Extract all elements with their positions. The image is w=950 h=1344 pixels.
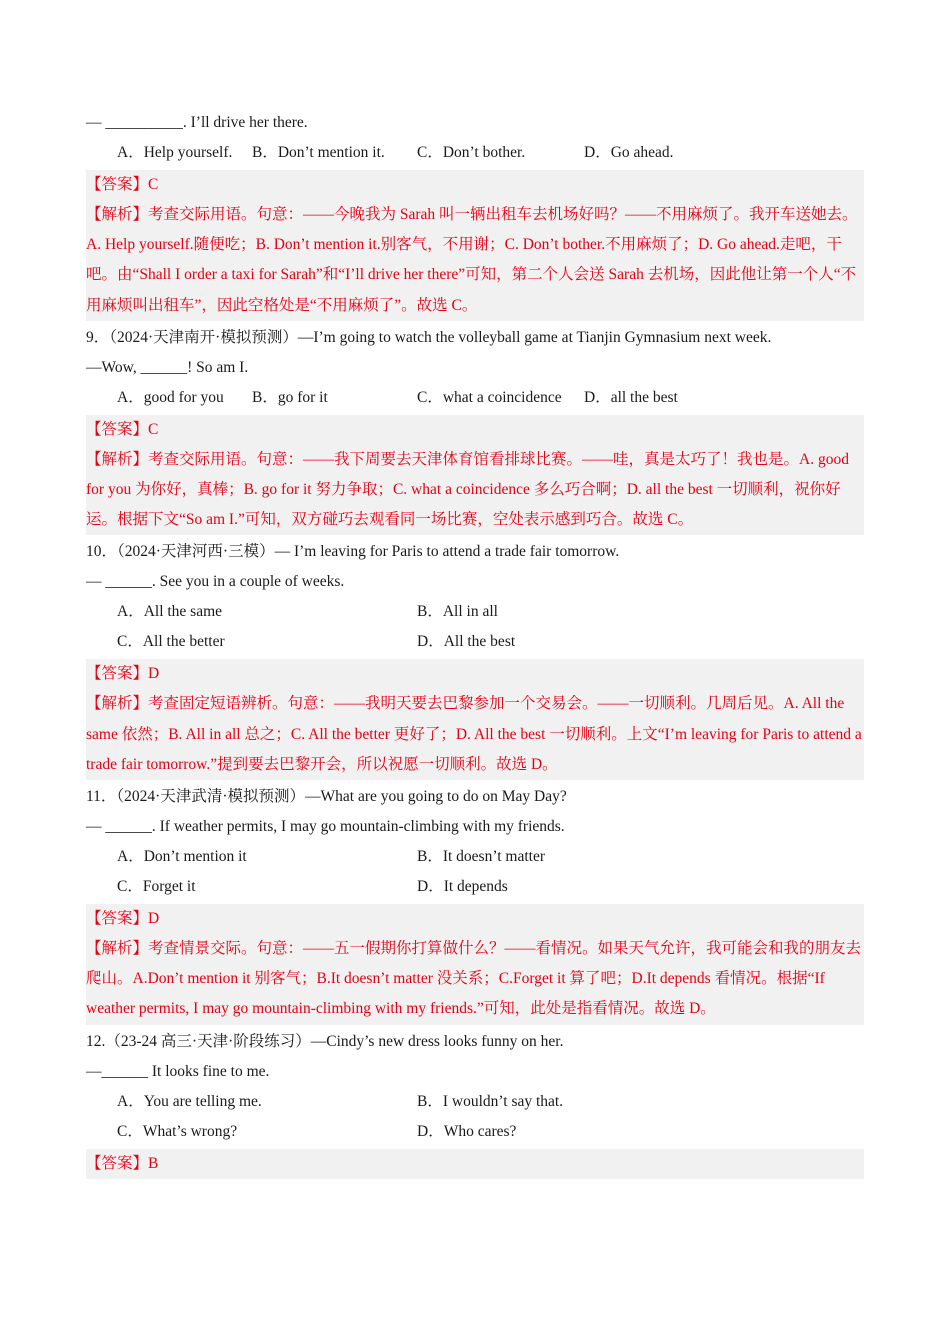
q9-answer-block [86,415,864,536]
q11-option-a: A．Don’t mention it [117,848,247,866]
q10-option-a: A．All the same [117,603,223,621]
q10-answer: 【答案】D [86,665,160,683]
q12-option-d: D．Who cares? [417,1122,517,1140]
q12-options-row1 [86,1087,864,1117]
q9-option-c: C．what a coincidence [417,388,562,406]
q11-stem: 11．（2024·天津武清·模拟预测）—What are you going to do on May Day? [86,788,567,806]
q8-answer-block [86,170,864,321]
q10-option-b: B．All in all [417,603,498,621]
document-page [86,108,864,1181]
q11-option-d: D．It depends [417,878,508,896]
q8-dialog-line: — __________. I’ll drive her there. [86,114,308,131]
q11-answer-block [86,904,864,1025]
q8-options [86,138,864,168]
q8-option-c: C．Don’t bother. [417,144,526,161]
q8-option-b: B．Don’t mention it. [252,144,385,161]
q9-answer: 【答案】C [86,420,159,438]
q12-answer: 【答案】B [86,1154,159,1172]
q12-option-a: A．You are telling me. [117,1092,262,1110]
q11-option-c: C．Forget it [117,878,196,896]
q8-analysis: 【解析】考查交际用语。句意：——今晚我为 Sarah 叫一辆出租车去机场好吗？——不用麻烦了。我开车送她去。A. Help yourself.随便吃；B. Don’t mention it.别客气，不用谢；C. Don’t bother.不用麻烦了；D. Go ahead.走吧，干吧。由“Shall I order a taxi for Sarah”和“I’ll drive her there”可知，第二个人会送 Sarah 去机场，因此他让第一个人“不用麻烦叫出租车”，因此空格处是“不用麻烦了”。故选 C。 [86,206,858,314]
q9-option-a: A．good for you [117,388,224,406]
q10-option-d: D．All the best [417,633,516,651]
q9-dialog-line: —Wow, ______! So am I. [86,358,249,376]
q8-answer: 【答案】C [86,176,159,193]
q9-analysis: 【解析】考查交际用语。句意：——我下周要去天津体育馆看排球比赛。——哇，真是太巧了！我也是。A. good for you 为你好，真棒；B. go for it 努力争取；C. what a coincidence 多么巧合啊；D. all the best 一切顺利，祝你好运。根据下文“So am I.”可知，双方碰巧去观看同一场比赛，空处表示感到巧合。故选 C。 [86,450,849,529]
q11-options-row2 [86,872,864,902]
q12-option-c: C．What’s wrong? [117,1122,238,1140]
q10-dialog-line: — ______. See you in a couple of weeks. [86,573,345,591]
q12-answer-block [86,1149,864,1179]
q10-analysis: 【解析】考查固定短语辨析。句意：——我明天要去巴黎参加一个交易会。——一切顺利。几周后见。A. All the same 依然；B. All in all 总之；C. All the better 更好了；D. All the best 一切顺利。上文“I’m leaving for Paris to attend a trade fair tomorrow.”提到要去巴黎开会，所以祝愿一切顺利。故选 D。 [86,695,862,773]
q11-answer: 【答案】D [86,910,160,928]
q9-stem: 9．（2024·天津南开·模拟预测）—I’m going to watch the volleyball game at Tianjin Gymnasium next week. [86,328,772,346]
q10-answer-block [86,659,864,780]
q8-option-d: D．Go ahead. [584,144,674,161]
q11-analysis: 【解析】考查情景交际。句意：——五一假期你打算做什么？——看情况。如果天气允许，我可能会和我的朋友去爬山。A.Don’t mention it 别客气；B.It doesn’t matter 没关系；C.Forget it 算了吧；D.It depends 看情况。根据“If weather permits, I may go mountain-climbing with my friends.”可知，此处是指看情况。故选 D。 [86,940,862,1018]
q10-stem: 10．（2024·天津河西·三模）— I’m leaving for Paris to attend a trade fair tomorrow. [86,543,620,561]
q12-options-row2 [86,1117,864,1147]
q11-dialog-line: — ______. If weather permits, I may go mountain-climbing with my friends. [86,818,565,836]
q9-option-d: D．all the best [584,388,678,406]
q12-option-b: B．I wouldn’t say that. [417,1092,564,1110]
q9-options [86,383,864,413]
q9-option-b: B．go for it [252,388,328,406]
q8-option-a: A．Help yourself. [117,144,233,161]
q10-options-row1 [86,597,864,627]
q10-options-row2 [86,627,864,657]
q11-option-b: B．It doesn’t matter [417,848,545,866]
q12-stem: 12.（23-24 高三·天津·阶段练习）—Cindy’s new dress looks funny on her. [86,1032,564,1050]
q12-dialog-line: —______ It looks fine to me. [86,1062,270,1080]
q11-options-row1 [86,842,864,872]
q10-option-c: C．All the better [117,633,225,651]
